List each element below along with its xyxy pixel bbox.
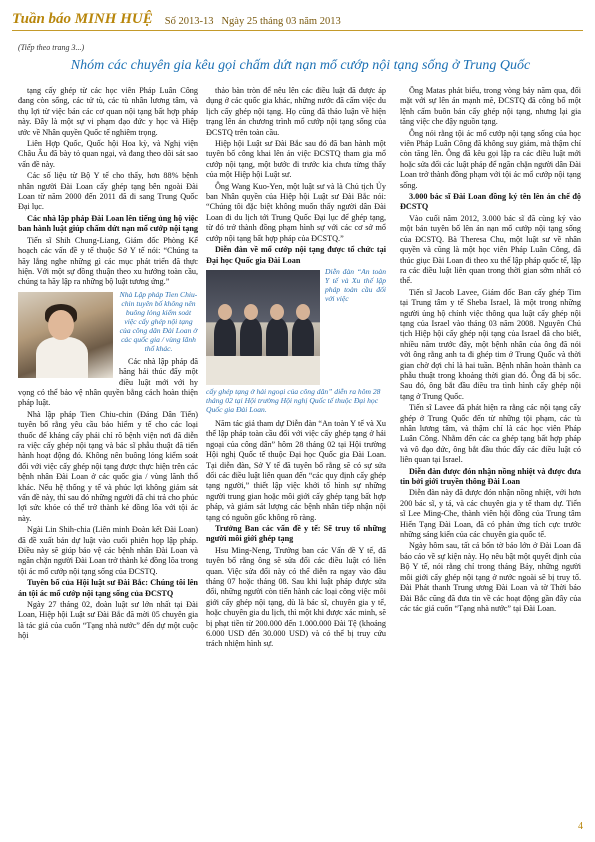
paragraph: Ngày 27 tháng 02, đoàn luật sư lớn nhất tại Đài Loan, Hiệp hội Luật sư Đài Bắc đã mời 05 chuyên gia là tác giả của cuốn “Tạng nhà nước” đến dự một cuộc hội xyxy=(18,600,198,641)
section-heading: Diễn đàn được đón nhận nồng nhiệt và được đưa tin bởi giới truyền thông Đài Loan xyxy=(400,466,581,487)
photo-caption-bottom: cấy ghép tạng ở hải ngoại của công dân” diễn ra hôm 28 tháng 02 tại Hội trường Hội nghị Quốc tế thuộc Đại học Quốc gia Đài Loan. xyxy=(206,386,381,414)
paragraph: Vào cuối năm 2012, 3.000 bác sĩ đã cùng ký vào một bản tuyên bố lên án nạn mổ cướp nội tạng sống của ĐCSTQ. Bà Theresa Chu, một luật sư về nhân quyền và cũng là một học viên Pháp Luân Công, đã thúc giục Đài Loan đi theo xu thế lập pháp quốc tế, lập ra các điều luật liên quan trong thời gian sớm nhất có thể. xyxy=(400,213,581,286)
issue-number: Số 2013-13 xyxy=(164,16,214,27)
paragraph: Ông Wang Kuo-Yen, một luật sư và là Chủ tịch Ủy ban Nhân quyền của Hiệp hội Luật sư Đài Bắc nói: “Chúng tôi đặc biệt không muốn thấy người dân Đài Loan đi du lịch tới Trung Quốc Đại lục để ghép tạng, từ đó trở thành đồng phạm hình sự với các cơ sở mổ cướp nội tạng bất hợp pháp của ĐCSTQ.” xyxy=(206,181,386,243)
photo-forum xyxy=(206,270,320,385)
column-2 xyxy=(206,86,386,826)
paragraph: Diễn đàn này đã được đón nhận nồng nhiệt, với hơn 200 bác sĩ, y tá, và các chuyên gia y tế tham dự. Tiến sĩ Lee Ming-Che, thành viên hội đồng của Trung tâm Hiến Tạng Đài Loan, đã có phản ứng tích cực trước những sáng kiến của các chuyên gia quốc tế. xyxy=(400,488,581,540)
paragraph: Hiệp hội Luật sư Đài Bắc sau đó đã ban hành một tuyên bố công khai lên án việc ĐCSTQ tham gia mổ cướp nội tạng, một bước đi trước kia chưa từng thấy của một Hiệp hội Luật sư. xyxy=(206,139,386,180)
paragraph: Hsu Ming-Neng, Trưởng ban các Vấn đề Y tế, đã tuyên bố rằng ông sẽ sửa đổi các điều luật có liên quan. Việc sửa đổi này có thể diễn ra ngay vào đầu tháng 07 hoặc tháng 08. Sau khi luật pháp được sửa đổi, những người còn tiến hành các loại công việc môi giới cấy ghép nội tạng, dù là bác sĩ, chuyên gia y tế, hoặc chuyên gia du lịch, thì một khi được xác minh, sẽ bị phạt tiền từ 200.000 đến 1.000.000 Đài Tệ (khoảng 6.000 USD đến 30.000 USD) và có thể bị truy cứu trách nhiệm hình sự. xyxy=(206,545,386,649)
paragraph: Tiến sĩ Jacob Lavee, Giám đốc Ban cấy ghép Tim tại Trung tâm y tế Sheba Israel, là một trong những người ủng hộ chính việc thông qua luật cấy ghép nội tạng của Israel vào tháng 03 năm 2008. Nguyên Chủ tịch Hiệp hội cấy ghép nội tạng của Israel đã cho biết, nhiều năm trước đây, một bệnh nhân của ông đã nói với ông rằng anh ta đi ghép tim ở Trung Quốc và thời gian chờ đợi chỉ là hai tuần. Bệnh nhân hoàn thành ca phẫu thuật trong khoảng thời gian đó. Ông đã bị sốc. Sau đó, ông bắt đầu điều tra tình hình cấy ghép nội tạng ở Trung Quốc. xyxy=(400,287,581,401)
section-heading: 3.000 bác sĩ Đài Loan đồng ký tên lên án chế độ ĐCSTQ xyxy=(400,192,581,212)
paragraph: Ngày hôm sau, tất cả bốn tờ báo lớn ở Đài Loan đã báo cáo về sự kiện này. Họ nêu bật một quyết định của Bộ Y tế, nói rằng chỉ trong tháng Bảy, những người môi giới cấy ghép nội tạng ở nước ngoài sẽ bị truy tố. Đài Phát thanh Trung ương Đài Loan và tờ Thời báo Đài Bắc cũng đã đưa tin về các hoạt động gần đây của các tác giả cuốn “Tạng nhà nước” tại Đài Loan. xyxy=(400,541,581,613)
issue-date: Ngày 25 tháng 03 năm 2013 xyxy=(221,16,341,27)
issue-info xyxy=(165,16,341,30)
paragraph: Liên Hợp Quốc, Quốc hội Hoa kỳ, và Nghị viện Châu Âu đã bày tỏ quan ngại, và đang theo dõi sát sao vấn đề này. xyxy=(18,139,198,169)
page-number: 4 xyxy=(578,821,583,832)
article-title: Nhóm các chuyên gia kêu gọi chấm dứt nạn mổ cướp nội tạng sống ở Trung Quốc xyxy=(70,58,531,73)
paragraph: thảo bàn tròn để nêu lên các điều luật đã được áp dụng ở các quốc gia khác, những nước đã cấm việc du lịch cấy ghép nội tạng. Họ cũng đã thảo luận về hiện trạng lên án chương trình mổ cướp nội tạng sống của ĐCSTQ trên toàn cầu. xyxy=(206,86,386,137)
section-heading: Diễn đàn về mổ cướp nội tạng được tổ chức tại Đại học Quốc gia Đài Loan xyxy=(206,245,386,265)
page-header xyxy=(12,8,583,31)
column-1 xyxy=(18,86,198,826)
paragraph: Ông nói rằng tội ác mổ cướp nội tạng sống của học viên Pháp Luân Công đã không suy giảm, mà thậm chí còn tăng lên. Ông đã kêu gọi lập ra các điều luật mới hoặc sửa đổi các luật pháp để ngăn chặn người dân Đài Loan trở thành đồng phạm với tội ác mổ cướp nội tạng sống. xyxy=(400,128,581,190)
paragraph: Nhà lập pháp Tien Chiu-chin (Đảng Dân Tiến) tuyên bố rằng yêu cầu bảo hiểm y tế cho các loại thuốc để kháng cấy phải chỉ rõ bệnh viện nơi đã diễn ra việc cấy ghép nội tạng và bác sĩ phẫu thuật đã tiến hành hoạt động đó. Không nên buông lỏng kiểm soát đối với việc cấy ghép nội tạng được thực hiện trên các bệnh nhân Đài Loan ở các quốc gia / vùng lãnh thổ khác. Nếu hệ thống y tế và phúc lợi không giám sát vấn đề này, thì sau đó những người đã chi trả cho phúc lợi sức khỏe có thể trở thành kẻ đồng lõa với tội ác này. xyxy=(18,409,198,523)
paragraph: tạng cấy ghép từ các học viên Pháp Luân Công đang còn sống, các tử tù, các tù nhân lương tâm, và thụ lợi từ việc bán các cơ quan nội tạng bất hợp pháp này. Đây là một sự vi phạm đạo đức y học và Hiệp ước về Nhân quyền Quốc tế nghiêm trọng. xyxy=(18,86,198,137)
section-heading: Tuyên bố của Hội luật sư Đài Bắc: Chúng tôi lên án tội ác mổ cướp nội tạng sống của ĐCSTQ xyxy=(18,578,198,598)
section-heading: Các nhà lập pháp Đài Loan lên tiếng ủng hộ việc ban hành luật giúp chấm dứt nạn mổ cướp nội tạng xyxy=(18,213,198,234)
paragraph: Ngài Lin Shih-chia (Liên minh Đoàn kết Đài Loan) đã đề xuất bản dự luật vào cuối phiên họp lập pháp. Điều này sẽ giúp bảo vệ các bệnh nhân Đài Loan và ngăn chặn người Đài Loan trở thành kẻ đồng lõa trong tội ác mổ cướp nội tạng sống của ĐCSTQ. xyxy=(18,525,198,576)
publication-brand: Tuần báo MINH HUỆ xyxy=(12,11,153,27)
column-3 xyxy=(400,86,581,826)
paragraph: Các số liệu từ Bộ Y tế cho thấy, hơn 88% bệnh nhân người Đài Loan cấy ghép tạng bên ngoài Đài Loan từ năm 2000 đến 2011 đã đi sang Trung Quốc Đại lục. xyxy=(18,171,198,212)
paragraph: Ông Matas phát biểu, trong vòng bảy năm qua, đối mặt với sự lên án mạnh mẽ, ĐCSTQ đã công bố một lệnh cấm buôn bán cấy ghép nội tạng, nhưng lại gia tăng việc che đậy nguồn tạng. xyxy=(400,86,581,127)
paragraph: Các nhà lập pháp đã hăng hái thúc đẩy một điều luật mới với hy vọng có thể bảo vệ nhân quyền bằng cách hoàn thiện pháp luật. xyxy=(18,356,198,408)
photo-caption-side: Diễn đàn “An toàn Y tế và Xu thế lập pháp toàn cầu đối với việc xyxy=(325,266,386,303)
photo-caption: Nhà Lập pháp Tien Chiu-chin tuyên bố không nên buông lỏng kiểm soát việc cấy ghép nội tạng của công dân Đài Loan ở các quốc gia / vùng lãnh thổ khác. xyxy=(119,289,198,353)
paragraph: Tiến sĩ Lavee đã phát hiện ra rằng các nội tạng cấy ghép ở Trung Quốc đến từ những tội phạm, các tù nhân lương tâm, và thậm chí là các học viên Pháp Luân Công. Nhằm đến các ca ghép tạng bất hợp pháp và vô đạo đức, ông bắt đầu thúc đẩy các điều luật có liên quan tại Israel. xyxy=(400,403,581,465)
photo-legislator xyxy=(18,292,113,378)
continued-note: (Tiếp theo trang 3...) xyxy=(18,43,85,52)
section-heading: Trưởng Ban các vấn đề y tế: Sẽ truy tố những người môi giới ghép tạng xyxy=(206,523,386,544)
paragraph: Tiến sĩ Shih Chung-Liang, Giám đốc Phòng Kế hoạch các vấn đề y tế thuộc Sở Y tế nói: “Chúng ta hãy lắng nghe những gì các mục phát triển đã thực hiện. Với một sự đồng thuận theo xu hướng toàn cầu, chúng ta hãy lập ra những bộ luật tương ứng.” xyxy=(18,235,198,287)
paragraph: Năm tác giả tham dự Diễn đàn “An toàn Y tế và Xu thế lập pháp toàn cầu đối với việc cấy ghép tạng ở hải ngoại của công dân” hôm 28 tháng 02 tại Hội trường Hội nghị Quốc tế thuộc Đại học Quốc gia Đài Loan. Tại diễn đàn, Sở Y tế đã tuyên bố rằng sẽ có sự sửa đổi các điều luật liên quan đến “các quy định cấy ghép tạng người,” thiết lập việc khởi tố hình sự những người trung gian hoặc môi giới cấy ghép tạng bất hợp pháp, và giám sát lượng các bệnh nhân tiếp nhận nội tạng có nguồn gốc không rõ ràng. xyxy=(206,418,386,522)
